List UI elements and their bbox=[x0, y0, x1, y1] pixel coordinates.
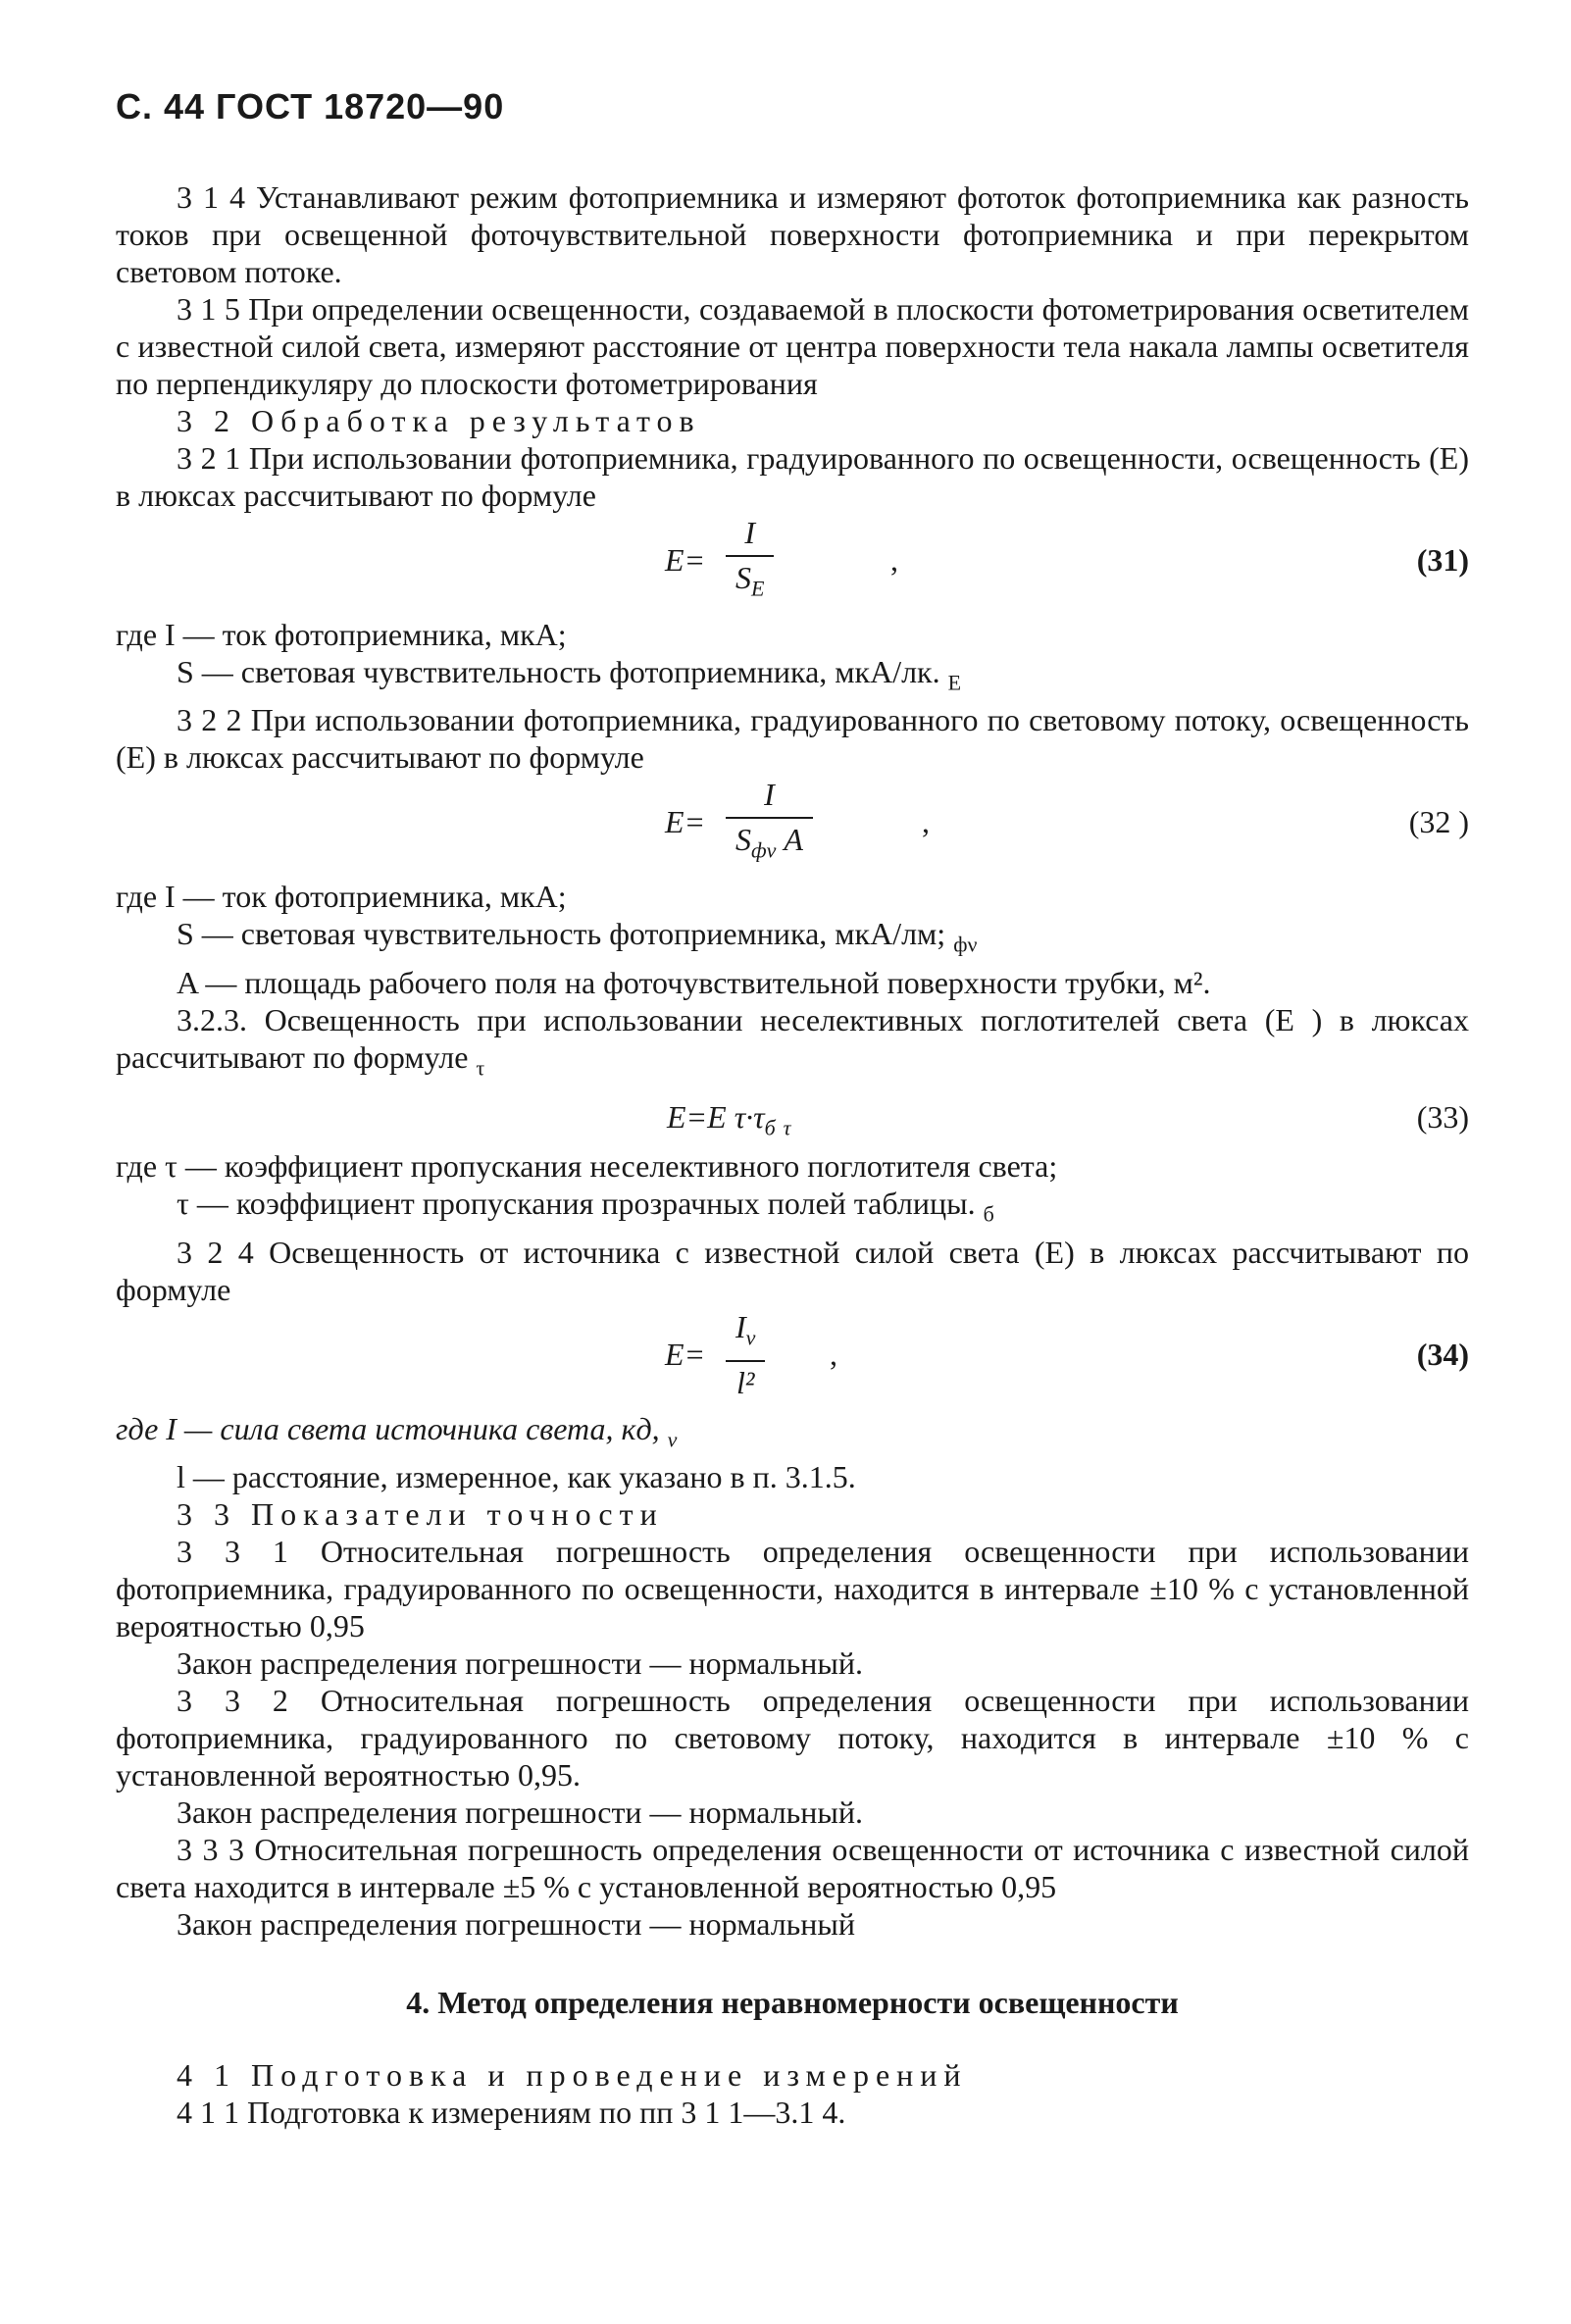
page-header: С. 44 ГОСТ 18720—90 bbox=[116, 86, 505, 126]
formula-32-denominator: $S_{ф\nu}$ A bbox=[735, 822, 803, 863]
where-34-intensity: где I — сила света источника света, кд, $_\nu$ bbox=[116, 1410, 678, 1451]
fraction-bar bbox=[726, 817, 813, 819]
formula-34-number: (34) bbox=[1416, 1336, 1469, 1372]
where-31-sensitivity: S — световая чувствительность фотоприемника, мкА/лк. $_E$ bbox=[177, 654, 962, 695]
paragraph-3-3-2: 3 3 2 Относительная погрешность определения освещенности при использовании фотоприемника, градуированного по световому потоку, находится в интервале ±10 % с установленной вероятностью 0,95. bbox=[116, 1682, 1469, 1793]
where-34-distance: l — расстояние, измеренное, как указано в п. 3.1.5. bbox=[177, 1458, 856, 1494]
paragraph-3-3-1: 3 3 1 Относительная погрешность определения освещенности при использовании фотоприемника, градуированного по освещенности, находится в интервале ±10 % с установленной вероятностью 0,95 bbox=[116, 1533, 1469, 1643]
formula-31-number: (31) bbox=[1416, 542, 1469, 578]
error-law-2: Закон распределения погрешности — нормальный. bbox=[177, 1794, 864, 1830]
paragraph-3-1-5: 3 1 5 При определении освещенности, создаваемой в плоскости фотометрирования осветителем с известной силой света, измеряют расстояние от центра поверхности тела накала лампы осветителя по перпендикуляру до плоскости фотометрирования bbox=[116, 291, 1469, 401]
formula-32-comma: , bbox=[922, 804, 930, 840]
formula-33-number: (33) bbox=[1416, 1099, 1469, 1136]
formula-34-comma: , bbox=[830, 1336, 837, 1372]
formula-31-lhs: E= bbox=[665, 542, 706, 578]
paragraph-3-2-3: 3.2.3. Освещенность при использовании неселективных поглотителей света (E ) в люксах рассчитывают по формуле $_\tau$ bbox=[116, 1001, 1469, 1081]
formula-33 bbox=[116, 1086, 1469, 1147]
where-33-tau-b: τ — коэффициент пропускания прозрачных полей таблицы. $_б$ bbox=[177, 1186, 994, 1227]
paragraph-3-2-4: 3 2 4 Освещенность от источника с известной силой света (E) в люксах рассчитывают по формуле bbox=[116, 1234, 1469, 1307]
heading-3-3: 3 3 Показатели точности bbox=[177, 1495, 664, 1532]
formula-34-fraction bbox=[726, 1308, 765, 1401]
where-31-current: где I — ток фотоприемника, мкА; bbox=[116, 617, 567, 652]
fraction-bar bbox=[726, 1360, 765, 1362]
formula-32-number: (32 ) bbox=[1408, 804, 1469, 840]
paragraph-3-2-1: 3 2 1 При использовании фотоприемника, градуированного по освещенности, освещенность (E) в люксах рассчитывают по формуле bbox=[116, 440, 1469, 513]
where-32-current: где I — ток фотоприемника, мкА; bbox=[116, 879, 567, 915]
error-law-1: Закон распределения погрешности — нормальный. bbox=[177, 1644, 864, 1681]
formula-34-denominator: l² bbox=[735, 1364, 755, 1400]
error-law-3: Закон распределения погрешности — нормальный bbox=[177, 1905, 856, 1942]
formula-32 bbox=[116, 776, 1469, 878]
formula-31-numerator: I bbox=[744, 515, 756, 550]
paragraph-4-1-1: 4 1 1 Подготовка к измерениям по пп 3 1 1—3.1 4. bbox=[177, 2094, 846, 2130]
heading-4-1: 4 1 Подготовка и проведение измерений bbox=[177, 2056, 968, 2093]
formula-32-numerator: I bbox=[764, 777, 775, 813]
formula-31-comma: , bbox=[890, 542, 898, 578]
where-33-tau: где τ — коэффициент пропускания неселективного поглотителя света; bbox=[116, 1148, 1058, 1185]
formula-34-numerator: $I_\nu$ bbox=[735, 1308, 756, 1349]
paragraph-3-3-3: 3 3 3 Относительная погрешность определения освещенности от источника с известной силой света находится в интервале ±5 % с установленной вероятностью 0,95 bbox=[116, 1831, 1469, 1904]
formula-33-expression: E=E $\tau\cdot\tau_б$ $_\tau$ bbox=[667, 1099, 791, 1140]
formula-31 bbox=[116, 514, 1469, 616]
fraction-bar bbox=[726, 555, 774, 557]
formula-34 bbox=[116, 1308, 1469, 1410]
document-body bbox=[116, 178, 1469, 2131]
where-32-sensitivity: S — световая чувствительность фотоприемника, мкА/лм; $_{ф\nu}$ bbox=[177, 916, 978, 957]
heading-3-2: 3 2 Обработка результатов bbox=[177, 403, 701, 438]
formula-31-denominator: $S_E$ bbox=[735, 560, 765, 601]
paragraph-3-1-4: 3 1 4 Устанавливают режим фотоприемника и измеряют фототок фотоприемника как разность токов при освещенной фоточувствительной поверхности фотоприемника и при перекрытом световом потоке. bbox=[116, 179, 1469, 289]
formula-31-fraction bbox=[726, 514, 774, 607]
formula-32-lhs: E= bbox=[665, 804, 706, 840]
formula-34-lhs: E= bbox=[665, 1336, 706, 1372]
paragraph-3-2-2: 3 2 2 При использовании фотоприемника, градуированного по световому потоку, освещенность (E) в люксах рассчитывают по формуле bbox=[116, 702, 1469, 776]
formula-32-fraction bbox=[726, 776, 813, 869]
section-4-title: 4. Метод определения неравномерности освещенности bbox=[406, 1984, 1179, 2020]
where-32-area: A — площадь рабочего поля на фоточувствительной поверхности трубки, м². bbox=[177, 964, 1211, 1000]
